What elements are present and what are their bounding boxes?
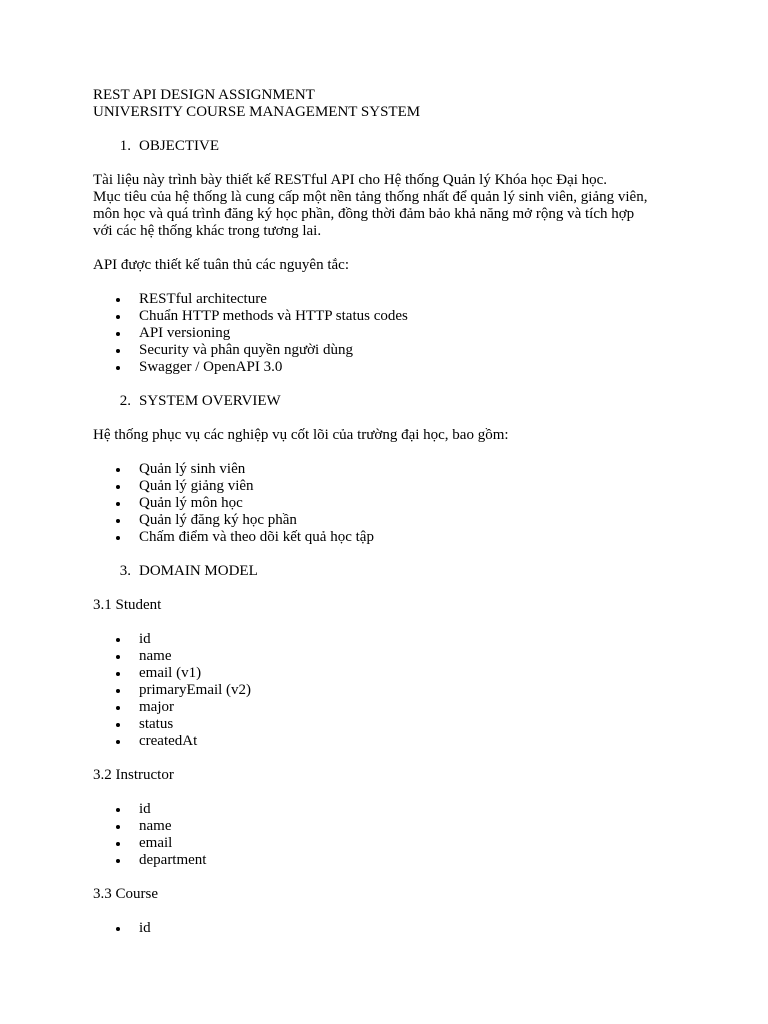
bullet-icon bbox=[116, 502, 120, 506]
list-item: id bbox=[93, 920, 693, 937]
section-2-title: SYSTEM OVERVIEW bbox=[139, 393, 281, 409]
section-2-heading bbox=[93, 393, 693, 410]
list-item: department bbox=[93, 852, 693, 869]
list-item: id bbox=[93, 801, 693, 818]
overview-intro: Hệ thống phục vụ các nghiệp vụ cốt lõi của trường đại học, bao gồm: bbox=[93, 427, 509, 443]
list-item: Quản lý đăng ký học phần bbox=[93, 512, 693, 529]
list-item: RESTful architecture bbox=[93, 291, 693, 308]
bullet-icon bbox=[116, 706, 120, 710]
list-item: createdAt bbox=[93, 733, 693, 750]
bullet-icon bbox=[116, 655, 120, 659]
list-item: Swagger / OpenAPI 3.0 bbox=[93, 359, 693, 376]
section-1-title: OBJECTIVE bbox=[139, 138, 219, 154]
instructor-heading: 3.2 Instructor bbox=[93, 767, 174, 783]
objective-paragraph bbox=[93, 172, 693, 240]
bullet-icon bbox=[116, 723, 120, 727]
section-1-heading bbox=[93, 138, 693, 155]
bullet-icon bbox=[116, 927, 120, 931]
bullet-icon bbox=[116, 332, 120, 336]
bullet-icon bbox=[116, 315, 120, 319]
instructor-fields-list bbox=[93, 801, 693, 869]
bullet-icon bbox=[116, 672, 120, 676]
section-3-heading bbox=[93, 563, 693, 580]
objective-line: môn học và quá trình đăng ký học phần, đồng thời đảm bảo khả năng mở rộng và tích hợp bbox=[93, 206, 635, 222]
list-item: name bbox=[93, 818, 693, 835]
list-item: email (v1) bbox=[93, 665, 693, 682]
overview-list bbox=[93, 461, 693, 546]
bullet-icon bbox=[116, 536, 120, 540]
list-item: major bbox=[93, 699, 693, 716]
document-page bbox=[93, 87, 693, 937]
bullet-icon bbox=[116, 740, 120, 744]
list-item: email bbox=[93, 835, 693, 852]
principles-intro: API được thiết kế tuân thủ các nguyên tắc: bbox=[93, 257, 349, 273]
principles-list bbox=[93, 291, 693, 376]
bullet-icon bbox=[116, 859, 120, 863]
list-item: id bbox=[93, 631, 693, 648]
section-2-number: 2. bbox=[119, 393, 131, 409]
list-item: name bbox=[93, 648, 693, 665]
bullet-icon bbox=[116, 638, 120, 642]
section-1-number: 1. bbox=[119, 138, 131, 154]
bullet-icon bbox=[116, 808, 120, 812]
list-item: API versioning bbox=[93, 325, 693, 342]
bullet-icon bbox=[116, 298, 120, 302]
document-title: REST API DESIGN ASSIGNMENT bbox=[93, 87, 315, 103]
list-item: status bbox=[93, 716, 693, 733]
objective-line: Mục tiêu của hệ thống là cung cấp một nền tảng thống nhất để quản lý sinh viên, giảng viên, bbox=[93, 189, 648, 205]
bullet-icon bbox=[116, 825, 120, 829]
list-item: primaryEmail (v2) bbox=[93, 682, 693, 699]
document-subtitle: UNIVERSITY COURSE MANAGEMENT SYSTEM bbox=[93, 104, 421, 120]
list-item: Chấm điểm và theo dõi kết quả học tập bbox=[93, 529, 693, 546]
list-item: Chuẩn HTTP methods và HTTP status codes bbox=[93, 308, 693, 325]
objective-line: với các hệ thống khác trong tương lai. bbox=[93, 223, 322, 239]
course-fields-list bbox=[93, 920, 693, 937]
bullet-icon bbox=[116, 366, 120, 370]
list-item: Quản lý giảng viên bbox=[93, 478, 693, 495]
bullet-icon bbox=[116, 485, 120, 489]
bullet-icon bbox=[116, 842, 120, 846]
bullet-icon bbox=[116, 519, 120, 523]
list-item: Security và phân quyền người dùng bbox=[93, 342, 693, 359]
objective-line: Tài liệu này trình bày thiết kế RESTful API cho Hệ thống Quản lý Khóa học Đại học. bbox=[93, 172, 608, 188]
bullet-icon bbox=[116, 349, 120, 353]
section-3-number: 3. bbox=[119, 563, 131, 579]
student-heading: 3.1 Student bbox=[93, 597, 162, 613]
list-item: Quản lý sinh viên bbox=[93, 461, 693, 478]
course-heading: 3.3 Course bbox=[93, 886, 158, 902]
bullet-icon bbox=[116, 468, 120, 472]
section-3-title: DOMAIN MODEL bbox=[139, 563, 258, 579]
student-fields-list bbox=[93, 631, 693, 750]
bullet-icon bbox=[116, 689, 120, 693]
list-item: Quản lý môn học bbox=[93, 495, 693, 512]
